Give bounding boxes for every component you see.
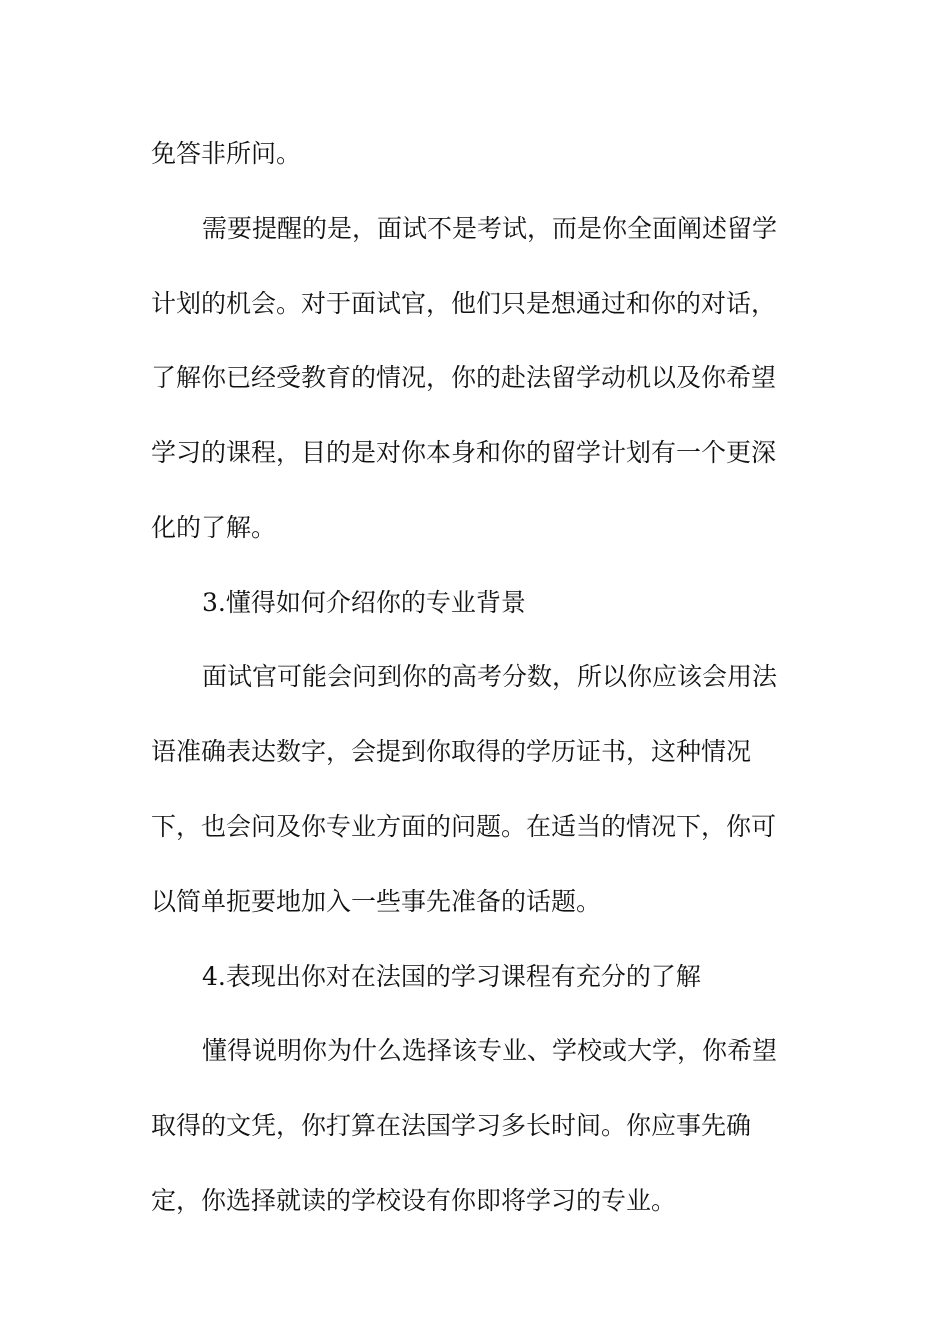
body-text: [151, 135, 811, 1257]
text-line: 语准确表达数字，会提到你取得的学历证书，这种情况: [151, 737, 752, 767]
text-line: 以简单扼要地加入一些事先准备的话题。: [151, 886, 602, 916]
text-line: 下，也会问及你专业方面的问题。在适当的情况下，你可: [151, 812, 777, 842]
text-line: 化的了解。: [151, 512, 277, 542]
text-line: 取得的文凭，你打算在法国学习多长时间。你应事先确: [151, 1111, 752, 1141]
section-heading: 4.表现出你对在法国的学习课程有充分的了解: [202, 961, 701, 991]
text-line: 免答非所问。: [151, 139, 302, 168]
section-heading: 3.懂得如何介绍你的专业背景: [202, 587, 526, 617]
text-line: 了解你已经受教育的情况，你的赴法留学动机以及你希望: [151, 363, 777, 393]
text-line: 懂得说明你为什么选择该专业、学校或大学，你希望: [202, 1036, 778, 1066]
text-line: 学习的课程，目的是对你本身和你的留学计划有一个更深: [151, 438, 777, 468]
text-line: 面试官可能会问到你的高考分数，所以你应该会用法: [202, 662, 778, 692]
text-line: 定，你选择就读的学校设有你即将学习的专业。: [151, 1185, 677, 1215]
text-line: 需要提醒的是，面试不是考试，而是你全面阐述留学: [202, 213, 778, 243]
text-line: 计划的机会。对于面试官，他们只是想通过和你的对话，: [151, 288, 777, 318]
